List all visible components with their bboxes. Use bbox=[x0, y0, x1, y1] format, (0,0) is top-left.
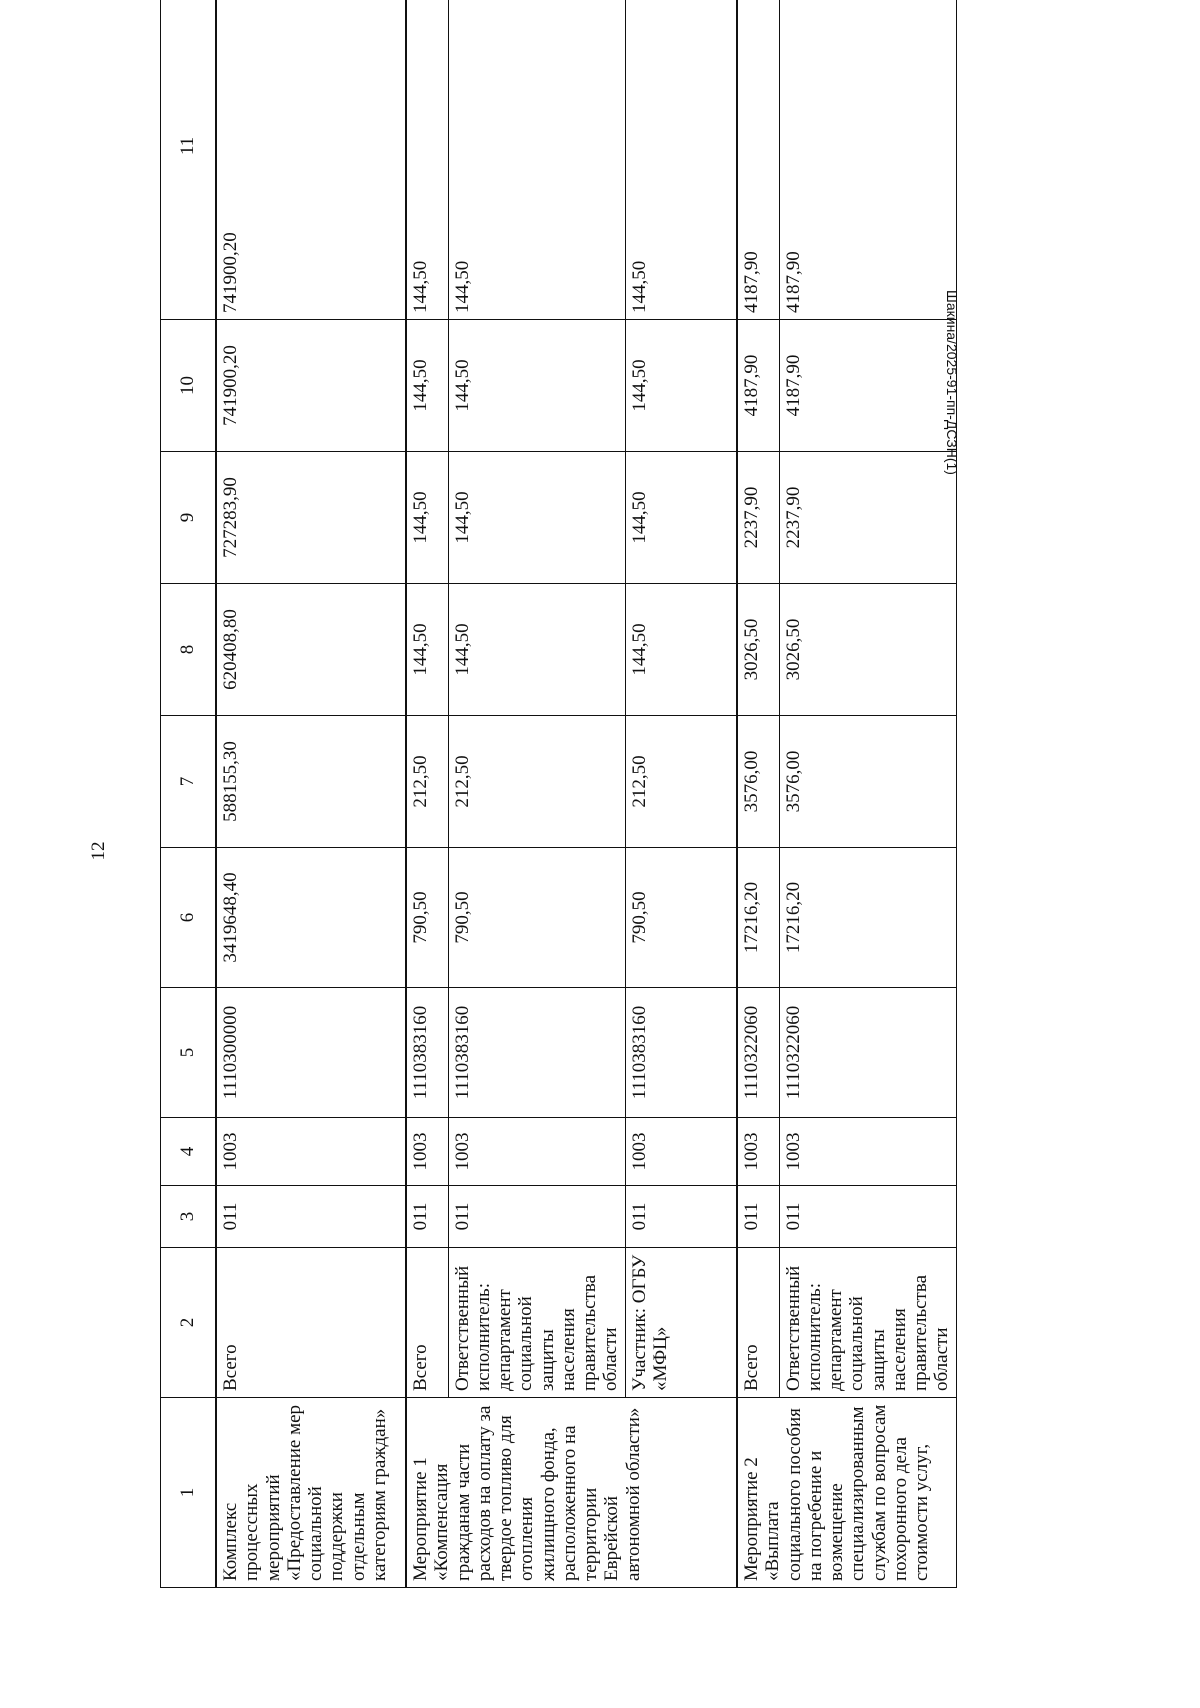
table-row bbox=[448, 0, 625, 1588]
executor-cell: Ответственный исполнитель: департамент социальной защиты населения правительства области bbox=[448, 1248, 625, 1398]
amount-cell: 4187,90 bbox=[779, 320, 956, 452]
program-name-cell: Комплекс процессных мероприятий «Предоставление мер социальной поддержки отдельным категориям граждан» bbox=[216, 1398, 406, 1588]
header-cell: 6 bbox=[161, 848, 217, 988]
amount-cell: 588155,30 bbox=[216, 716, 406, 848]
amount-cell: 144,50 bbox=[406, 320, 448, 452]
section-cell: 1003 bbox=[625, 1118, 737, 1186]
amount-cell: 2237,90 bbox=[779, 452, 956, 584]
header-cell: 10 bbox=[161, 320, 217, 452]
amount-cell: 144,50 bbox=[625, 320, 737, 452]
amount-cell: 620408,80 bbox=[216, 584, 406, 716]
amount-cell: 144,50 bbox=[406, 584, 448, 716]
document-code: Шакина/2025-91-пп-ДСЗН(1) bbox=[944, 290, 960, 475]
header-cell: 3 bbox=[161, 1186, 217, 1248]
target-article-cell: 1110322060 bbox=[779, 988, 956, 1118]
amount-cell: 144,50 bbox=[406, 0, 448, 320]
header-cell: 11 bbox=[161, 0, 217, 320]
amount-cell: 144,50 bbox=[625, 584, 737, 716]
header-row bbox=[161, 0, 217, 1588]
target-article-cell: 1110322060 bbox=[737, 988, 779, 1118]
amount-cell: 144,50 bbox=[448, 0, 625, 320]
amount-cell: 4187,90 bbox=[737, 0, 779, 320]
target-article-cell: 1110383160 bbox=[448, 988, 625, 1118]
amount-cell: 212,50 bbox=[625, 716, 737, 848]
amount-cell: 17216,20 bbox=[779, 848, 956, 988]
amount-cell: 144,50 bbox=[406, 452, 448, 584]
amount-cell: 741900,20 bbox=[216, 0, 406, 320]
amount-cell: 144,50 bbox=[625, 0, 737, 320]
header-cell: 1 bbox=[161, 1398, 217, 1588]
amount-cell: 212,50 bbox=[406, 716, 448, 848]
page-number: 12 bbox=[88, 841, 109, 861]
code-cell: 011 bbox=[406, 1186, 448, 1248]
header-cell: 9 bbox=[161, 452, 217, 584]
code-cell: 011 bbox=[737, 1186, 779, 1248]
amount-cell: 144,50 bbox=[448, 452, 625, 584]
amount-cell: 790,50 bbox=[406, 848, 448, 988]
amount-cell: 790,50 bbox=[625, 848, 737, 988]
amount-cell: 17216,20 bbox=[737, 848, 779, 988]
amount-cell: 4187,90 bbox=[737, 320, 779, 452]
target-article-cell: 1110383160 bbox=[406, 988, 448, 1118]
code-cell: 011 bbox=[216, 1186, 406, 1248]
code-cell: 011 bbox=[779, 1186, 956, 1248]
table-row bbox=[216, 0, 406, 1588]
amount-cell: 144,50 bbox=[448, 320, 625, 452]
program-name-cell: Мероприятие 2 «Выплата социального пособия на погребение и возмещение специализированным службам по вопросам похоронного дела стоимости услуг, bbox=[737, 1398, 956, 1588]
amount-cell: 3026,50 bbox=[737, 584, 779, 716]
target-article-cell: 1110300000 bbox=[216, 988, 406, 1118]
budget-table bbox=[160, 0, 957, 1588]
header-cell: 2 bbox=[161, 1248, 217, 1398]
table-row bbox=[625, 0, 737, 1588]
header-cell: 5 bbox=[161, 988, 217, 1118]
code-cell: 011 bbox=[625, 1186, 737, 1248]
amount-cell: 3576,00 bbox=[737, 716, 779, 848]
section-cell: 1003 bbox=[406, 1118, 448, 1186]
amount-cell: 790,50 bbox=[448, 848, 625, 988]
amount-cell: 3026,50 bbox=[779, 584, 956, 716]
rotated-table-wrapper bbox=[160, 43, 1200, 1588]
amount-cell: 2237,90 bbox=[737, 452, 779, 584]
header-cell: 7 bbox=[161, 716, 217, 848]
executor-cell: Всего bbox=[737, 1248, 779, 1398]
amount-cell: 727283,90 bbox=[216, 452, 406, 584]
amount-cell: 3576,00 bbox=[779, 716, 956, 848]
amount-cell: 741900,20 bbox=[216, 320, 406, 452]
amount-cell: 4187,90 bbox=[779, 0, 956, 320]
section-cell: 1003 bbox=[216, 1118, 406, 1186]
header-cell: 4 bbox=[161, 1118, 217, 1186]
amount-cell: 144,50 bbox=[448, 584, 625, 716]
target-article-cell: 1110383160 bbox=[625, 988, 737, 1118]
table-row bbox=[406, 0, 448, 1588]
executor-cell: Всего bbox=[406, 1248, 448, 1398]
program-name-cell: Мероприятие 1 «Компенсация гражданам части расходов на оплату за твердое топливо для отопления жилищного фонда, расположенного на территории Еврейской автономной области» bbox=[406, 1398, 737, 1588]
executor-cell: Участник: ОГБУ «МФЦ» bbox=[625, 1248, 737, 1398]
code-cell: 011 bbox=[448, 1186, 625, 1248]
amount-cell: 212,50 bbox=[448, 716, 625, 848]
executor-cell: Всего bbox=[216, 1248, 406, 1398]
table-row bbox=[737, 0, 779, 1588]
section-cell: 1003 bbox=[779, 1118, 956, 1186]
header-cell: 8 bbox=[161, 584, 217, 716]
section-cell: 1003 bbox=[737, 1118, 779, 1186]
amount-cell: 144,50 bbox=[625, 452, 737, 584]
section-cell: 1003 bbox=[448, 1118, 625, 1186]
amount-cell: 3419648,40 bbox=[216, 848, 406, 988]
table-row bbox=[779, 0, 956, 1588]
executor-cell: Ответственный исполнитель: департамент социальной защиты населения правительства области bbox=[779, 1248, 956, 1398]
